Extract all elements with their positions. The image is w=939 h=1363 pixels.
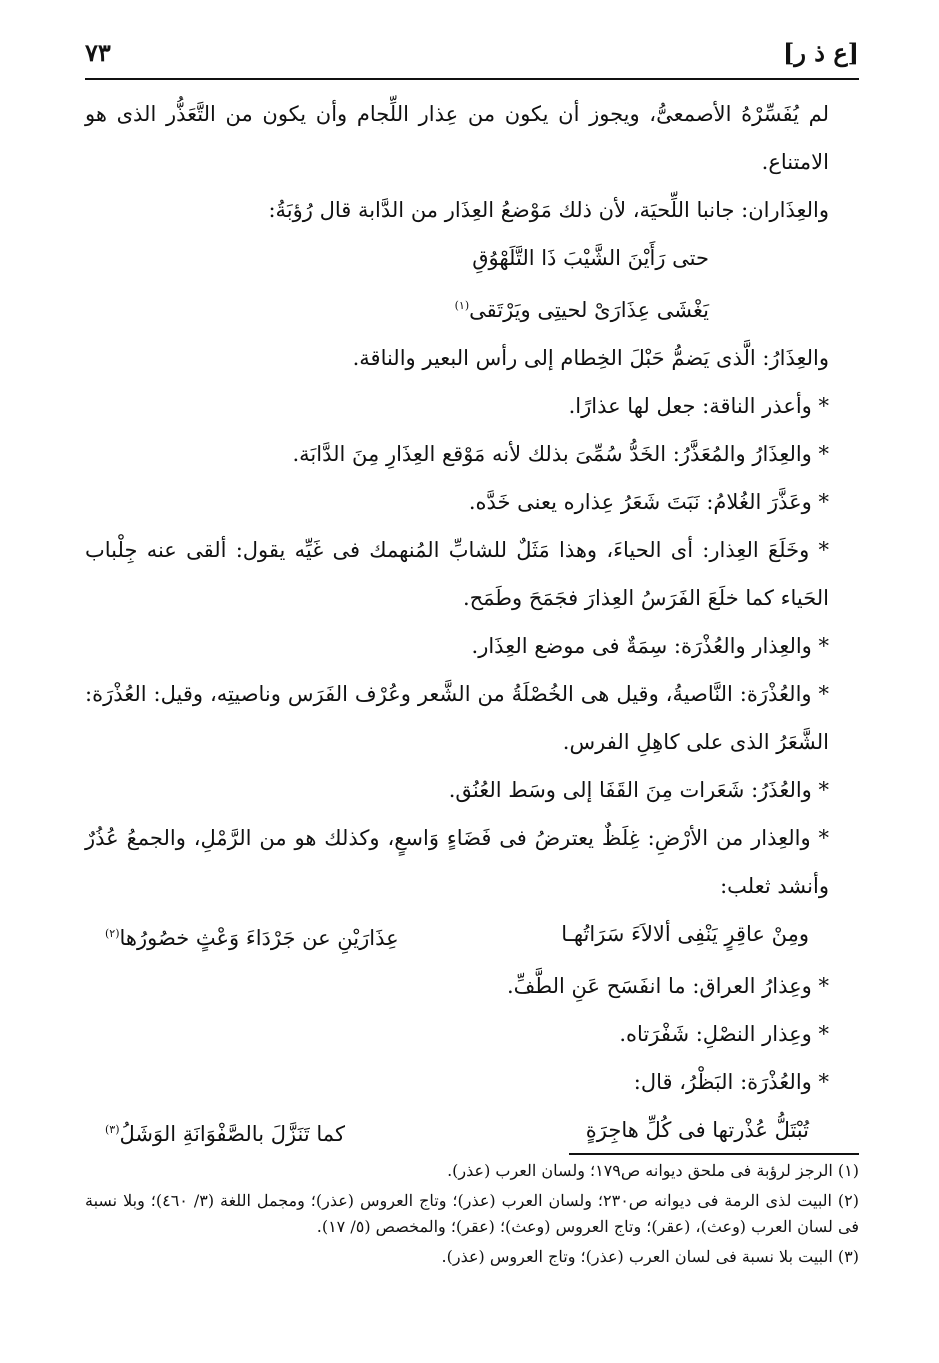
hemistich-second bbox=[105, 1106, 345, 1158]
paragraph: * والعُذْرَة: البَظْرُ، قال: bbox=[633, 1070, 829, 1094]
footnote-rule bbox=[569, 1153, 859, 1155]
paragraph: * وعَذَّرَ الغُلامُ: نَبَتَ شَعَرُ عِذاره يعنى خَدَّه. bbox=[468, 490, 829, 514]
footnote-ref: (٣) bbox=[105, 1123, 120, 1136]
paragraph: * والعِذار من الأرْضِ: غِلَظٌ يعترضُ فى فَضَاءٍ وَاسعٍ، وكذلك هو من الرَّمْلِ، والجمعُ عُذُرٌ وأنشد ثعلب: bbox=[85, 826, 829, 898]
footnote: (٣) البيت بلا نسبة فى لسان العرب (عذر)؛ وتاج العروس (عذر). bbox=[441, 1247, 859, 1266]
hemistich-first: تُبْتَلُّ عُذْرتها فى كُلِّ هاجِرَةٍ bbox=[585, 1118, 809, 1142]
paragraph: * والعُذْرَة: النَّاصيةُ، وقيل هى الخُصْلَةُ من الشَّعر وعُرْف الفَرَس وناصيتِه، وقيل: العُذْرَة: الشَّعَرُ الذى على كاهِلِ الفرس. bbox=[85, 682, 829, 754]
verse-line bbox=[85, 282, 859, 334]
paragraph: * وأعذر الناقة: جعل لها عذارًا. bbox=[568, 394, 829, 418]
footnote: (١) الرجز لرؤبة فى ملحق ديوانه ص١٧٩؛ ولسان العرب (عذر). bbox=[447, 1161, 859, 1180]
paragraph: * والعِذَارُ والمُعَذَّرُ: الخَدُّ سُمِّىَ بذلك لأنه مَوْقع العِذَارِ مِنَ الدَّابَة. bbox=[292, 442, 829, 466]
footnotes bbox=[85, 1158, 859, 1274]
verse-text: يَغْشَى عِذَارَىْ لحيتِى ويَرْتَقى bbox=[469, 298, 709, 322]
verse-line: حتى رَأَيْنَ الشَّيْبَ ذَا التَّلَهْوُقِ bbox=[472, 246, 709, 270]
verse-couplet bbox=[85, 1106, 859, 1158]
footnote-ref: (١) bbox=[454, 299, 470, 312]
paragraph: * والعِذار والعُذْرَة: سِمَةٌ فى موضع العِذَار. bbox=[471, 634, 829, 658]
paragraph: * وعِذارُ العراق: ما انفَسَح عَنِ الطَّفِّ. bbox=[506, 974, 829, 998]
running-header bbox=[85, 32, 859, 72]
verse-text: عِذَارَيْنِ عن جَرْدَاءَ وَعْثٍ خصُورُها bbox=[119, 926, 399, 950]
hemistich-first: ومِنْ عاقِرٍ يَنْفِى ألالاَءَ سَرَاتُهـا bbox=[561, 922, 809, 946]
hemistich-second bbox=[105, 910, 399, 962]
paragraph: * والعُذَرُ: شَعَرات مِنَ القَفَا إلى وسَط العُنُق. bbox=[448, 778, 829, 802]
footnote: (٢) البيت لذى الرمة فى ديوانه ص٢٣٠؛ ولسان العرب (عذر)؛ وتاج العروس (عذر)؛ ومجمل اللغة (٣/ ٤٦٠)؛ وبلا نسبة فى لسان العرب (وعث)، (عقر)؛ وتاج العروس (وعث)؛ (عقر)؛ والمخصص (٥/ ١٧). bbox=[85, 1191, 860, 1236]
header-root: [ع ذ ر] bbox=[782, 37, 859, 67]
paragraph: لم يُفَسِّرْهُ الأصمعىُّ، ويجوز أن يكون من عِذار اللِّجام وأن يكون من التَّعَذُّر الذى هو الامتناع. bbox=[85, 102, 829, 174]
paragraph: والعِذَارُ: الَّذى يَضمُّ حَبْلَ الخِطام إلى رأس البعير والناقة. bbox=[352, 346, 829, 370]
verse-text: كما تَنَزَّلَ بالصَّفْوَانَةِ الوَشَلُ bbox=[119, 1122, 345, 1146]
paragraph: * وخَلَعَ العِذار: أى الحياءَ، وهذا مَثَلٌ للشابِّ المُنهمك فى غَيِّه يقول: ألقى عنه جِلْباب الحَياء كما خلَعَ الفَرَسُ العِذارَ فجَمَحَ وطَمَح. bbox=[85, 538, 829, 610]
paragraph: * وعِذار النصْلِ: شَفْرَتاه. bbox=[619, 1022, 829, 1046]
verse-couplet bbox=[85, 910, 859, 962]
main-text bbox=[85, 90, 859, 1158]
footnote-ref: (٢) bbox=[105, 927, 120, 940]
page-number: ٧٣ bbox=[85, 37, 111, 67]
paragraph: والعِذَاران: جانبا اللِّحيَة، لأن ذلك مَوْضعُ العِذَار من الدَّابة قال رُؤبَةُ: bbox=[268, 198, 829, 222]
header-rule bbox=[85, 78, 859, 80]
